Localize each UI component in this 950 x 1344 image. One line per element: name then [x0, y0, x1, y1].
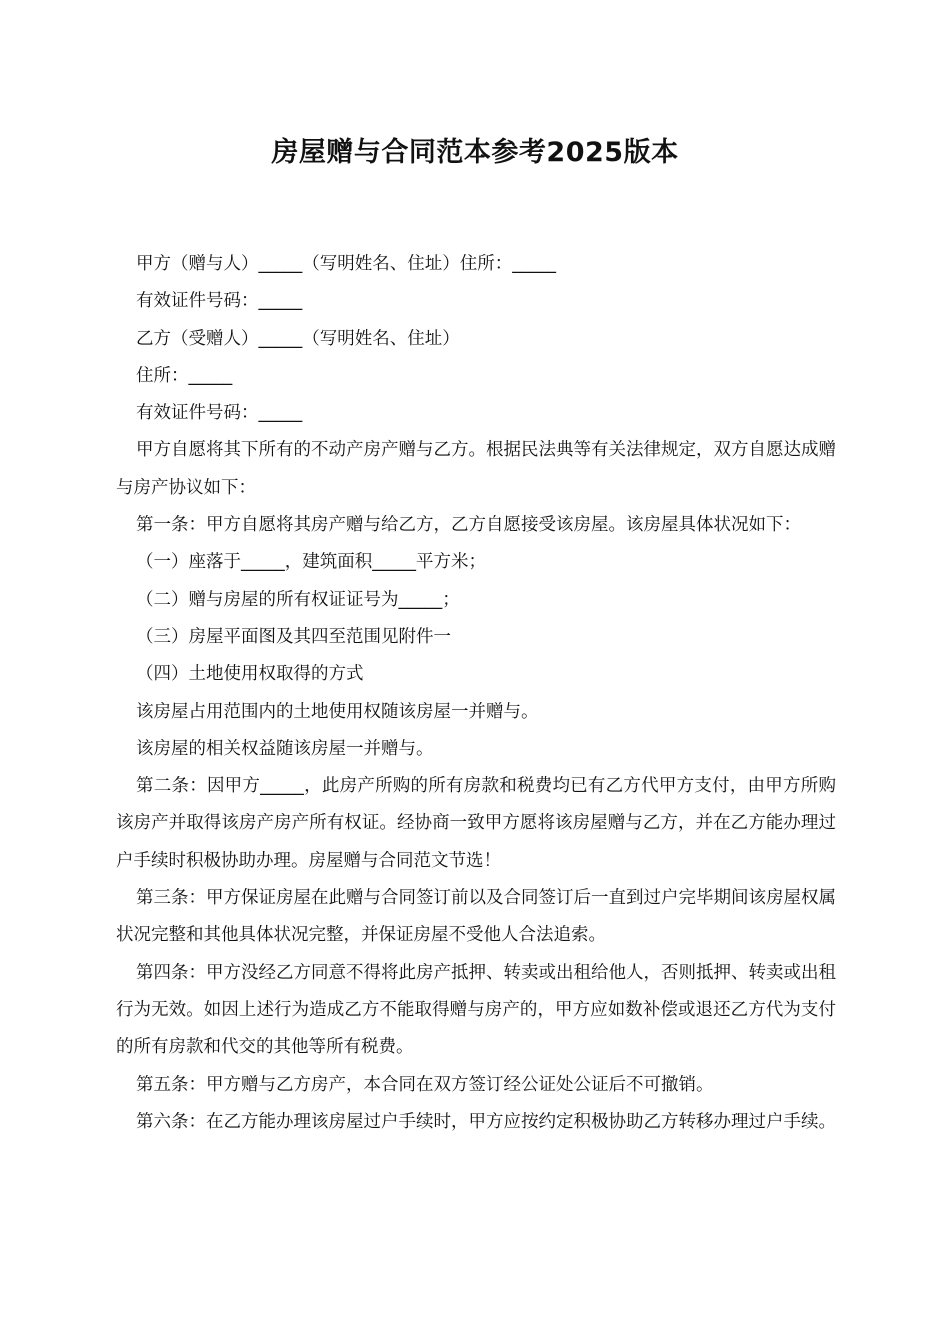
paragraph-article-4: 第四条：甲方没经乙方同意不得将此房产抵押、转卖或出租给他人，否则抵押、转卖或出租行为无效。如因上述行为造成乙方不能取得赠与房产的，甲方应如数补偿或退还乙方代为支付的所有房款和代交的其他等所有税费。: [116, 962, 836, 1058]
paragraph-party-a: 甲方（赠与人）_____（写明姓名、住址）住所：_____: [136, 254, 556, 274]
paragraph-preamble: 甲方自愿将其下所有的不动产房产赠与乙方。根据民法典等有关法律规定，双方自愿达成赠与房产协议如下：: [116, 440, 836, 498]
paragraph-item-2: （二）赠与房屋的所有权证证号为_____；: [136, 589, 460, 610]
paragraph-item-1: （一）座落于_____，建筑面积_____平方米；: [136, 552, 486, 573]
paragraph-rights: 该房屋的相关权益随该房屋一并赠与。: [136, 738, 434, 759]
paragraph-article-6: 第六条：在乙方能办理该房屋过户手续时，甲方应按约定积极协助乙方转移办理过户手续。: [136, 1111, 836, 1132]
paragraph-party-b: 乙方（受赠人）_____（写明姓名、住址）: [136, 328, 460, 349]
paragraph-article-1: 第一条：甲方自愿将其房产赠与给乙方，乙方自愿接受该房屋。该房屋具体状况如下：: [136, 515, 801, 536]
paragraph-article-5: 第五条：甲方赠与乙方房产，本合同在双方签订经公证处公证后不可撤销。: [136, 1074, 714, 1095]
paragraph-item-4: （四）土地使用权取得的方式: [136, 664, 364, 685]
paragraph-land-use: 该房屋占用范围内的土地使用权随该房屋一并赠与。: [136, 701, 539, 722]
document-body: [116, 246, 836, 1141]
document-title: 房屋赠与合同范本参考2025版本: [271, 137, 679, 168]
paragraph-article-2: 第二条：因甲方_____，此房产所购的所有房款和税费均已有乙方代甲方支付，由甲方所购该房产并取得该房产房产所有权证。经协商一致甲方愿将该房屋赠与乙方，并在乙方能办理过户手续时积极协助办理。房屋赠与合同范文节选！: [116, 776, 836, 871]
paragraph-party-b-id: 有效证件号码：_____: [136, 403, 303, 424]
paragraph-party-b-address: 住所：_____: [136, 365, 233, 386]
paragraph-party-a-id: 有效证件号码：_____: [136, 291, 303, 312]
paragraph-item-3: （三）房屋平面图及其四至范围见附件一: [136, 626, 451, 647]
paragraph-article-3: 第三条：甲方保证房屋在此赠与合同签订前以及合同签订后一直到过户完毕期间该房屋权属状况完整和其他具体状况完整，并保证房屋不受他人合法追索。: [116, 888, 836, 946]
